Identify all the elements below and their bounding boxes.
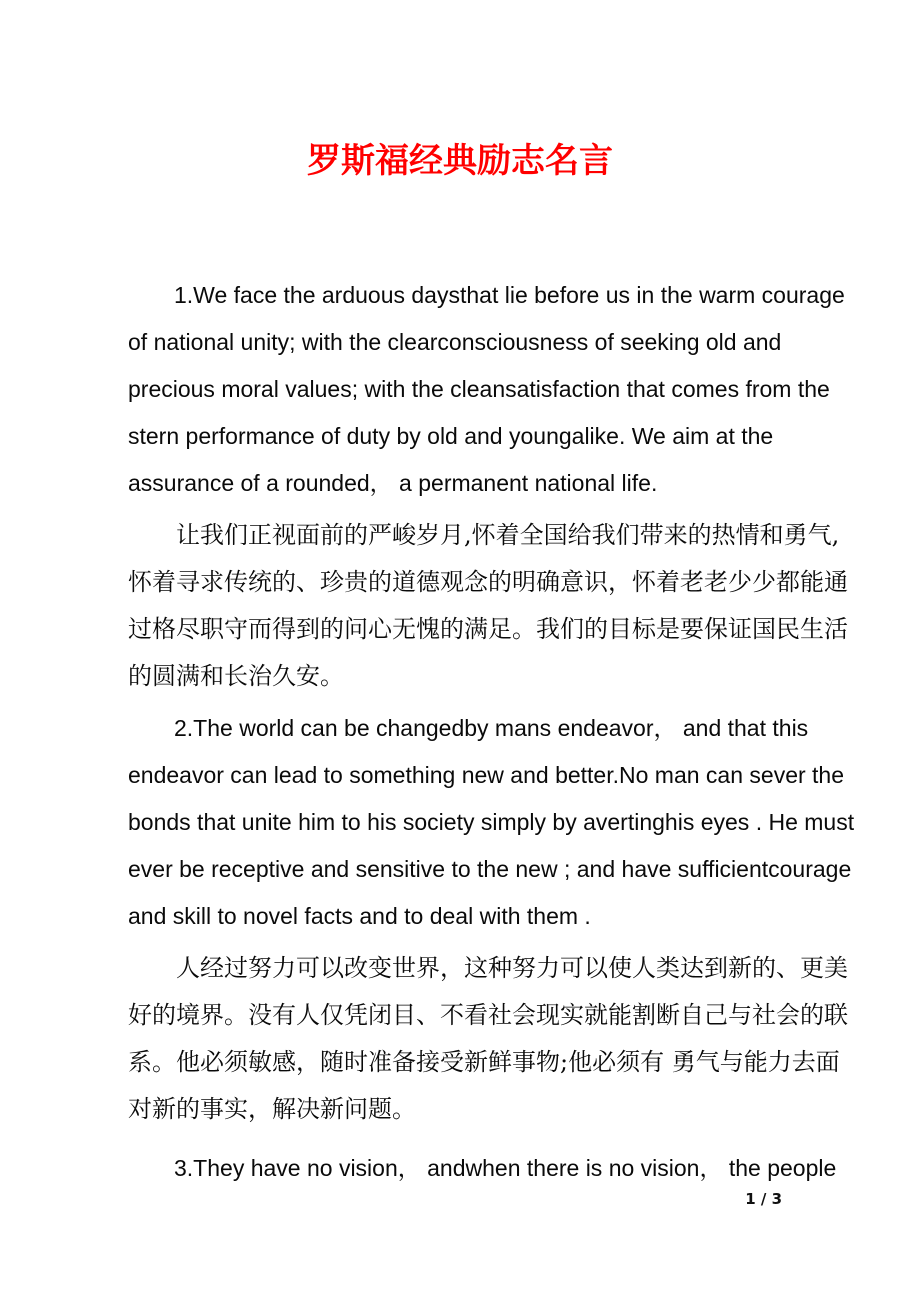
paragraph: [128, 272, 845, 507]
text-line: ever be receptive and sensitive to the new ; and have sufficientcourage: [128, 856, 852, 882]
text-line: 让我们正视面前的严峻岁月,怀着全国给我们带来的热情和勇气,: [176, 521, 840, 549]
text-line: 好的境界。没有人仅凭闭目、不看社会现实就能割断自己与社会的联: [128, 1001, 848, 1029]
text-line: 2.The world can be changedby mans endeavor， and that this: [174, 715, 809, 741]
text-line: assurance of a rounded， a permanent national life.: [128, 470, 658, 496]
text-line: 怀着寻求传统的、珍贵的道德观念的明确意识，怀着老老少少都能通: [128, 568, 848, 596]
document-body: [128, 272, 855, 1192]
text-line: 人经过努力可以改变世界，这种努力可以使人类达到新的、更美: [176, 954, 848, 982]
text-line: stern performance of duty by old and youngalike. We aim at the: [128, 423, 774, 449]
text-line: precious moral values; with the cleansatisfaction that comes from the: [128, 376, 830, 402]
text-line: of national unity; with the clearconsciousness of seeking old and: [128, 329, 782, 355]
text-line: 系。他必须敏感，随时准备接受新鲜事物;他必须有 勇气与能力去面: [128, 1048, 840, 1076]
page-number: 1 / 3: [745, 1190, 782, 1208]
text-line: and skill to novel facts and to deal with them .: [128, 903, 591, 929]
paragraph: [128, 512, 848, 700]
text-line: 1.We face the arduous daysthat lie before us in the warm courage: [174, 282, 845, 308]
text-line: 3.They have no vision， andwhen there is no vision， the people: [174, 1155, 837, 1181]
text-line: 对新的事实，解决新问题。: [128, 1095, 416, 1123]
text-line: bonds that unite him to his society simply by avertinghis eyes . He must: [128, 809, 855, 835]
text-line: 的圆满和长治久安。: [128, 662, 344, 690]
text-line: endeavor can lead to something new and better.No man can sever the: [128, 762, 845, 788]
paragraph: [128, 945, 848, 1133]
text-line: 过格尽职守而得到的问心无愧的满足。我们的目标是要保证国民生活: [128, 615, 848, 643]
paragraph: [128, 705, 855, 940]
document-title: 罗斯福经典励志名言: [307, 141, 613, 181]
paragraph: [128, 1145, 837, 1192]
